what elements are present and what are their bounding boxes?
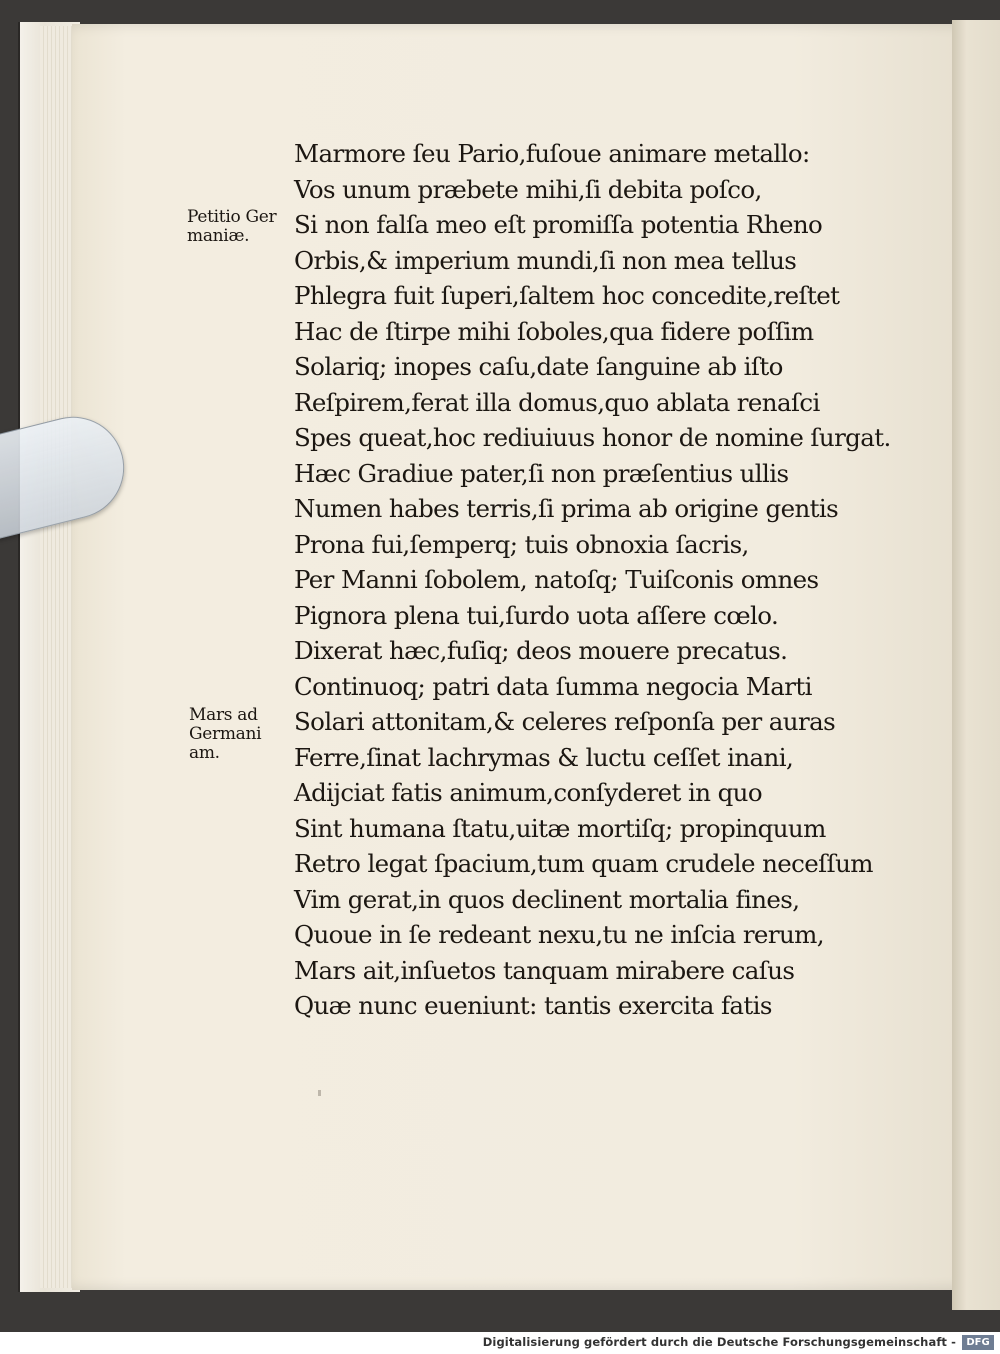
verse-line: Si non falſa meo eſt promiſſa potentia Rheno xyxy=(294,210,823,239)
verse-line: Phlegra fuit ſuperi,ſaltem hoc concedite,reſtet xyxy=(294,281,840,310)
verse-line: Solariq; inopes caſu,date ſanguine ab iſto xyxy=(294,352,783,381)
verse-line: Solari attonitam,& celeres reſponſa per auras xyxy=(294,707,836,736)
verse-line: Dixerat hæc,fuſiq; deos mouere precatus. xyxy=(294,636,788,665)
footer-bar xyxy=(0,1332,1000,1354)
verse-line: Numen habes terris,ſi prima ab origine gentis xyxy=(294,494,839,523)
margin-note-petitio: Petitio Ger maniæ. xyxy=(187,207,277,246)
verse-line: Vim gerat,in quos declinent mortalia fines, xyxy=(294,884,800,914)
verse-line: Mars ait,inſuetos tanquam mirabere caſus xyxy=(294,955,795,985)
verse-line: Hæc Gradiue pater,ſi non præſentius ullis xyxy=(294,458,789,488)
verse-line: Quoue in ſe redeant nexu,tu ne inſcia rerum, xyxy=(294,920,824,949)
paper-mark xyxy=(318,1090,321,1096)
verse-line: Continuoq; patri data ſumma negocia Marti xyxy=(294,671,812,701)
verse-line: Vos unum præbete mihi,ſi debita poſco, xyxy=(294,174,762,204)
verse-line: Spes queat,hoc rediuiuus honor de nomine ſurgat. xyxy=(294,423,891,452)
verse-line: Prona fui,ſemperq; tuis obnoxia ſacris, xyxy=(294,529,749,559)
verse-line: Sint humana ſtatu,uitæ mortiſq; propinquum xyxy=(294,813,826,843)
verse-line: Orbis,& imperium mundi,ſi non mea tellus xyxy=(294,245,797,275)
verse-line: Marmore ſeu Pario,fuſoue animare metallo: xyxy=(294,139,810,168)
verse-line: Hac de ſtirpe mihi ſoboles,qua fidere poſſim xyxy=(294,316,814,346)
verse-line: Per Manni ſobolem, natoſq; Tuiſconis omnes xyxy=(294,565,819,594)
margin-note-mars: Mars ad Germani am. xyxy=(189,705,262,763)
footer-credit: Digitalisierung gefördert durch die Deutsche Forschungsgemeinschaft - xyxy=(482,1335,956,1349)
verse-text xyxy=(294,136,894,1024)
facing-page xyxy=(952,20,1000,1310)
verse-line: Ferre,ſinat lachrymas & luctu ceſſet inani, xyxy=(294,742,794,772)
dfg-logo: DFG xyxy=(962,1335,994,1350)
verse-line: Adijciat fatis animum,conſyderet in quo xyxy=(294,778,762,807)
verse-line: Quæ nunc eueniunt: tantis exercita fatis xyxy=(294,991,772,1020)
verse-line: Pignora plena tui,ſurdo uota aſſere cœlo. xyxy=(294,600,779,630)
verse-line: Retro legat ſpacium,tum quam crudele neceſſum xyxy=(294,849,873,878)
verse-line: Reſpirem,ferat illa domus,quo ablata renaſci xyxy=(294,387,820,417)
